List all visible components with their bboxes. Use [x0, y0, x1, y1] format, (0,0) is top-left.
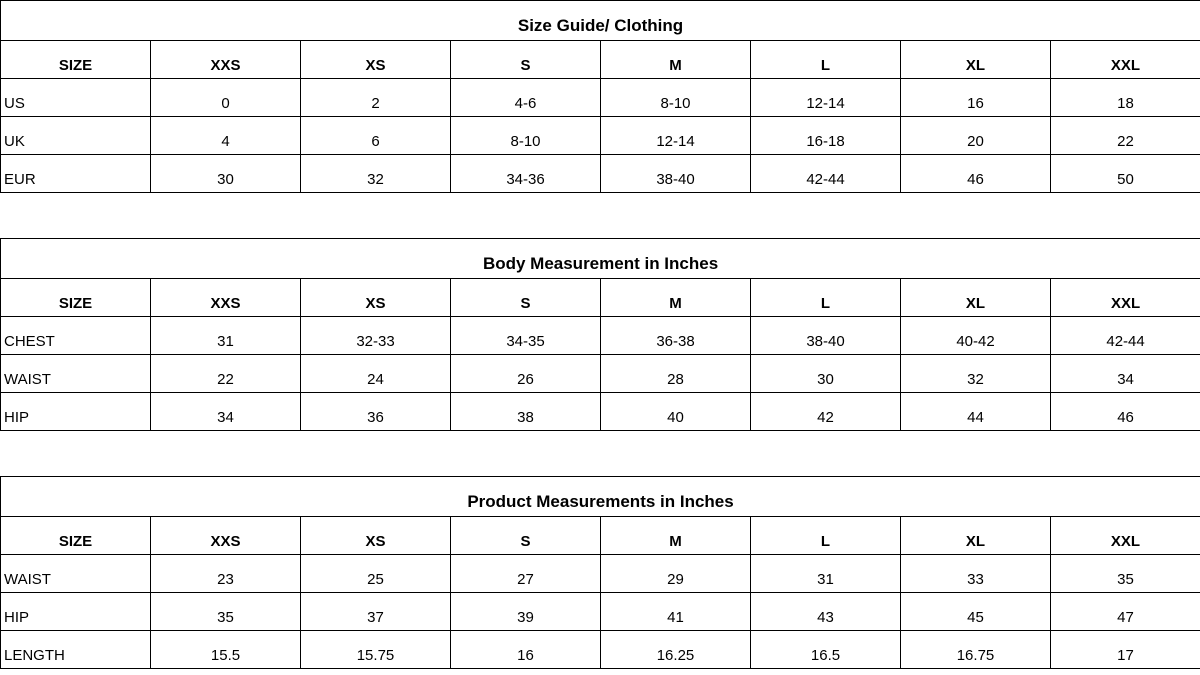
table-row	[1, 393, 1200, 431]
table-cell: 12-14	[751, 79, 901, 117]
row-label: HIP	[1, 593, 151, 631]
column-header: M	[601, 517, 751, 555]
table-cell: 17	[1051, 631, 1200, 669]
table-cell: 0	[151, 79, 301, 117]
column-header: L	[751, 279, 901, 317]
column-header: M	[601, 41, 751, 79]
table-cell: 36	[301, 393, 451, 431]
table-cell: 2	[301, 79, 451, 117]
table-row	[1, 355, 1200, 393]
column-header: SIZE	[1, 41, 151, 79]
column-header: XL	[901, 517, 1051, 555]
table-cell: 26	[451, 355, 601, 393]
column-header: XXS	[151, 41, 301, 79]
table-cell: 39	[451, 593, 601, 631]
table-cell: 15.75	[301, 631, 451, 669]
table-cell: 35	[151, 593, 301, 631]
table-header-row	[1, 41, 1200, 79]
table-cell: 12-14	[601, 117, 751, 155]
table-cell: 40	[601, 393, 751, 431]
table-cell: 16.5	[751, 631, 901, 669]
table-cell: 18	[1051, 79, 1200, 117]
table-cell: 42	[751, 393, 901, 431]
table-title: Size Guide/ Clothing	[1, 1, 1200, 41]
table-cell: 31	[151, 317, 301, 355]
column-header: S	[451, 517, 601, 555]
table-cell: 34	[1051, 355, 1200, 393]
table-row	[1, 79, 1200, 117]
table-cell: 20	[901, 117, 1051, 155]
row-label: EUR	[1, 155, 151, 193]
column-header: XS	[301, 279, 451, 317]
table-cell: 34-36	[451, 155, 601, 193]
table-cell: 38-40	[601, 155, 751, 193]
table-cell: 29	[601, 555, 751, 593]
table-cell: 22	[151, 355, 301, 393]
column-header: L	[751, 517, 901, 555]
table-cell: 50	[1051, 155, 1200, 193]
table-cell: 30	[151, 155, 301, 193]
table-cell: 23	[151, 555, 301, 593]
table-cell: 34-35	[451, 317, 601, 355]
column-header: XS	[301, 41, 451, 79]
table-cell: 6	[301, 117, 451, 155]
table-cell: 47	[1051, 593, 1200, 631]
column-header: S	[451, 41, 601, 79]
table-row	[1, 631, 1200, 669]
column-header: XL	[901, 279, 1051, 317]
table-cell: 24	[301, 355, 451, 393]
column-header: XS	[301, 517, 451, 555]
column-header: XXL	[1051, 41, 1200, 79]
table-cell: 42-44	[751, 155, 901, 193]
table-title: Product Measurements in Inches	[1, 477, 1200, 517]
column-header: M	[601, 279, 751, 317]
table-header-row	[1, 517, 1200, 555]
table-cell: 25	[301, 555, 451, 593]
row-label: US	[1, 79, 151, 117]
table-cell: 16	[901, 79, 1051, 117]
clothing-size-table	[0, 0, 1200, 193]
table-cell: 16.75	[901, 631, 1051, 669]
table-cell: 34	[151, 393, 301, 431]
table-cell: 41	[601, 593, 751, 631]
table-cell: 37	[301, 593, 451, 631]
table-row	[1, 593, 1200, 631]
table-header-row	[1, 279, 1200, 317]
table-cell: 43	[751, 593, 901, 631]
table-row	[1, 117, 1200, 155]
row-label: LENGTH	[1, 631, 151, 669]
table-cell: 22	[1051, 117, 1200, 155]
table-cell: 46	[1051, 393, 1200, 431]
table-cell: 4-6	[451, 79, 601, 117]
table-cell: 31	[751, 555, 901, 593]
table-cell: 8-10	[451, 117, 601, 155]
table-row	[1, 155, 1200, 193]
table-title: Body Measurement in Inches	[1, 239, 1200, 279]
row-label: WAIST	[1, 555, 151, 593]
row-label: UK	[1, 117, 151, 155]
column-header: L	[751, 41, 901, 79]
table-cell: 35	[1051, 555, 1200, 593]
table-cell: 46	[901, 155, 1051, 193]
column-header: S	[451, 279, 601, 317]
table-cell: 16-18	[751, 117, 901, 155]
table-cell: 32	[901, 355, 1051, 393]
table-cell: 45	[901, 593, 1051, 631]
table-cell: 30	[751, 355, 901, 393]
column-header: XXS	[151, 517, 301, 555]
table-cell: 38	[451, 393, 601, 431]
table-cell: 32	[301, 155, 451, 193]
table-cell: 33	[901, 555, 1051, 593]
row-label: WAIST	[1, 355, 151, 393]
column-header: XXL	[1051, 279, 1200, 317]
column-header: SIZE	[1, 279, 151, 317]
table-cell: 8-10	[601, 79, 751, 117]
body-measurement-table	[0, 238, 1200, 431]
table-cell: 16	[451, 631, 601, 669]
table-cell: 42-44	[1051, 317, 1200, 355]
column-header: XL	[901, 41, 1051, 79]
table-cell: 38-40	[751, 317, 901, 355]
table-row	[1, 555, 1200, 593]
table-cell: 27	[451, 555, 601, 593]
product-measurement-table	[0, 476, 1200, 669]
table-cell: 32-33	[301, 317, 451, 355]
table-cell: 4	[151, 117, 301, 155]
table-row	[1, 317, 1200, 355]
row-label: HIP	[1, 393, 151, 431]
table-cell: 16.25	[601, 631, 751, 669]
table-cell: 44	[901, 393, 1051, 431]
table-cell: 36-38	[601, 317, 751, 355]
row-label: CHEST	[1, 317, 151, 355]
column-header: SIZE	[1, 517, 151, 555]
table-cell: 15.5	[151, 631, 301, 669]
table-cell: 40-42	[901, 317, 1051, 355]
column-header: XXS	[151, 279, 301, 317]
column-header: XXL	[1051, 517, 1200, 555]
table-cell: 28	[601, 355, 751, 393]
